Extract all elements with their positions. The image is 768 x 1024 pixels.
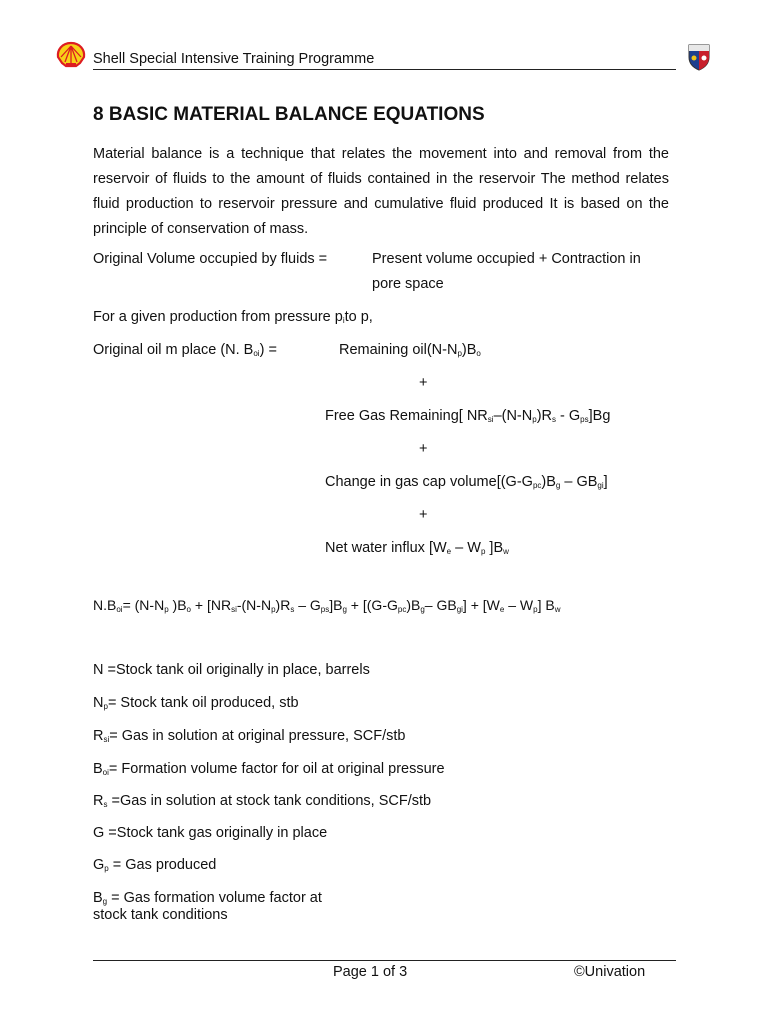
plus-sign: + (419, 375, 428, 391)
oil-eq-term-free-gas: Free Gas Remaining[ $NR_{si}-(N-N_p)R_s - G_{ps}]Bg$ (325, 408, 611, 424)
full-material-balance-equation: $N.B_{oi}= (N-N_p$ )$B_o + [NR_{si}-(N-N_p)R_s - G_{ps}]B_g + [(G-G_{pc})B_g-$ $GB_{gi}] + [W_e - W_p]$ $B_w$ (93, 597, 561, 614)
footer-rule (93, 960, 676, 961)
definition-boi: $B_{oi}=$ Formation volume factor for oil at original pressure (93, 761, 445, 777)
definition-gp: $G_p$ = Gas produced (93, 857, 217, 873)
plus-sign: + (419, 507, 428, 523)
volume-eq-right-line2: pore space (372, 276, 444, 292)
definition-n: N =Stock tank oil originally in place, barrels (93, 662, 370, 678)
header-title: Shell Special Intensive Training Programme (93, 51, 375, 67)
copyright: ©Univation (574, 964, 646, 980)
oil-eq-term-water-influx: Net water influx [$W_e - W_p$ ]$B_w$ (325, 540, 509, 556)
section-heading: 8 BASIC MATERIAL BALANCE EQUATIONS (93, 104, 485, 125)
definition-np: $N_p=$ Stock tank oil produced, stb (93, 695, 299, 711)
crest-shield-icon (687, 43, 711, 71)
oil-eq-left: Original oil m place (N. $B_{oi}$) = (93, 342, 277, 358)
shell-logo-icon (56, 41, 86, 69)
volume-eq-right-line1: Present volume occupied + Contraction in (372, 251, 641, 267)
oil-eq-term-gas-cap: Change in gas cap $volume[(G-G_{pc})B_g - GB_{gi}]$ (325, 474, 608, 490)
oil-eq-term-remaining-oil: Remaining $oil(N-N_p)B_o$ (339, 342, 481, 358)
header-rule (93, 69, 676, 70)
definition-rs: $R_s =Gas$ in solution at stock tank conditions, SCF/stb (93, 793, 432, 809)
intro-paragraph: Material balance is a technique that relates the movement into and removal from the reservoir of fluids to the amount of fluids contained in the reservoir The method relates fluid production to reservoir pressure and cumulative fluid produced It is based on the principle of conservation of mass. (93, 146, 669, 237)
volume-eq-left: Original Volume occupied by fluids = (93, 251, 328, 267)
definition-g: G =Stock tank gas originally in place (93, 825, 328, 841)
plus-sign: + (419, 441, 428, 457)
given-production-line: For a given production from pressure $p_ito$ p, (93, 309, 373, 325)
definition-bg: $B_g$ = Gas formation volume factor at stock tank conditions (93, 890, 322, 923)
definition-rsi: $R_{si}=$ Gas in solution at original pressure, SCF/stb (93, 728, 406, 744)
page-number: Page 1 of 3 (333, 964, 408, 980)
